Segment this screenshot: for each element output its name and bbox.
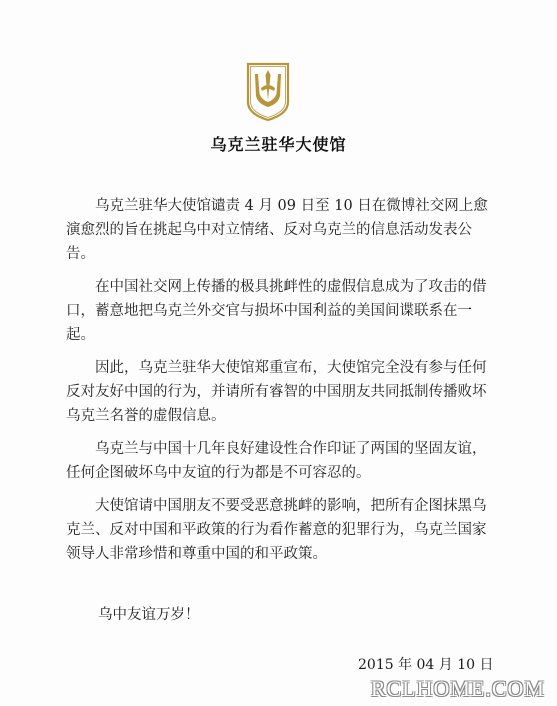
paragraph: 乌克兰驻华大使馆谴责 4 月 09 日至 10 日在微博社交网上愈演愈烈的旨在挑起乌中对立情绪、反对乌克兰的信息活动发表公告。: [66, 198, 488, 262]
letterhead-title: 乌克兰驻华大使馆: [210, 135, 347, 154]
letter-body: [66, 194, 496, 575]
document-date: 2015 年 04 月 10 日: [358, 657, 494, 673]
closing-line: 乌中友谊万岁！: [98, 607, 200, 623]
paragraph: 因此，乌克兰驻华大使馆郑重宣布，大使馆完全没有参与任何反对友好中国的行为，并请所有睿智的中国朋友共同抵制传播败坏乌克兰名誉的虚假信息。: [66, 360, 487, 424]
watermark: RCLHOME.COM: [370, 676, 545, 701]
paragraph: 大使馆请中国朋友不要受恶意挑衅的影响，把所有企图抹黑乌克兰、反对中国和平政策的行为看作蓄意的犯罪行为，乌克兰国家领导人非常珍惜和尊重中国的和平政策。: [66, 498, 487, 562]
paragraph: 在中国社交网上传播的极具挑衅性的虚假信息成为了攻击的借口，蓄意地把乌克兰外交官与损坏中国利益的美国间谍联系在一起。: [66, 279, 487, 343]
paragraph: 乌克兰与中国十几年良好建设性合作印证了两国的坚固友谊，任何企图破坏乌中友谊的行为都是不可容忍的。: [66, 441, 487, 481]
ukraine-trident-icon: [244, 60, 292, 122]
